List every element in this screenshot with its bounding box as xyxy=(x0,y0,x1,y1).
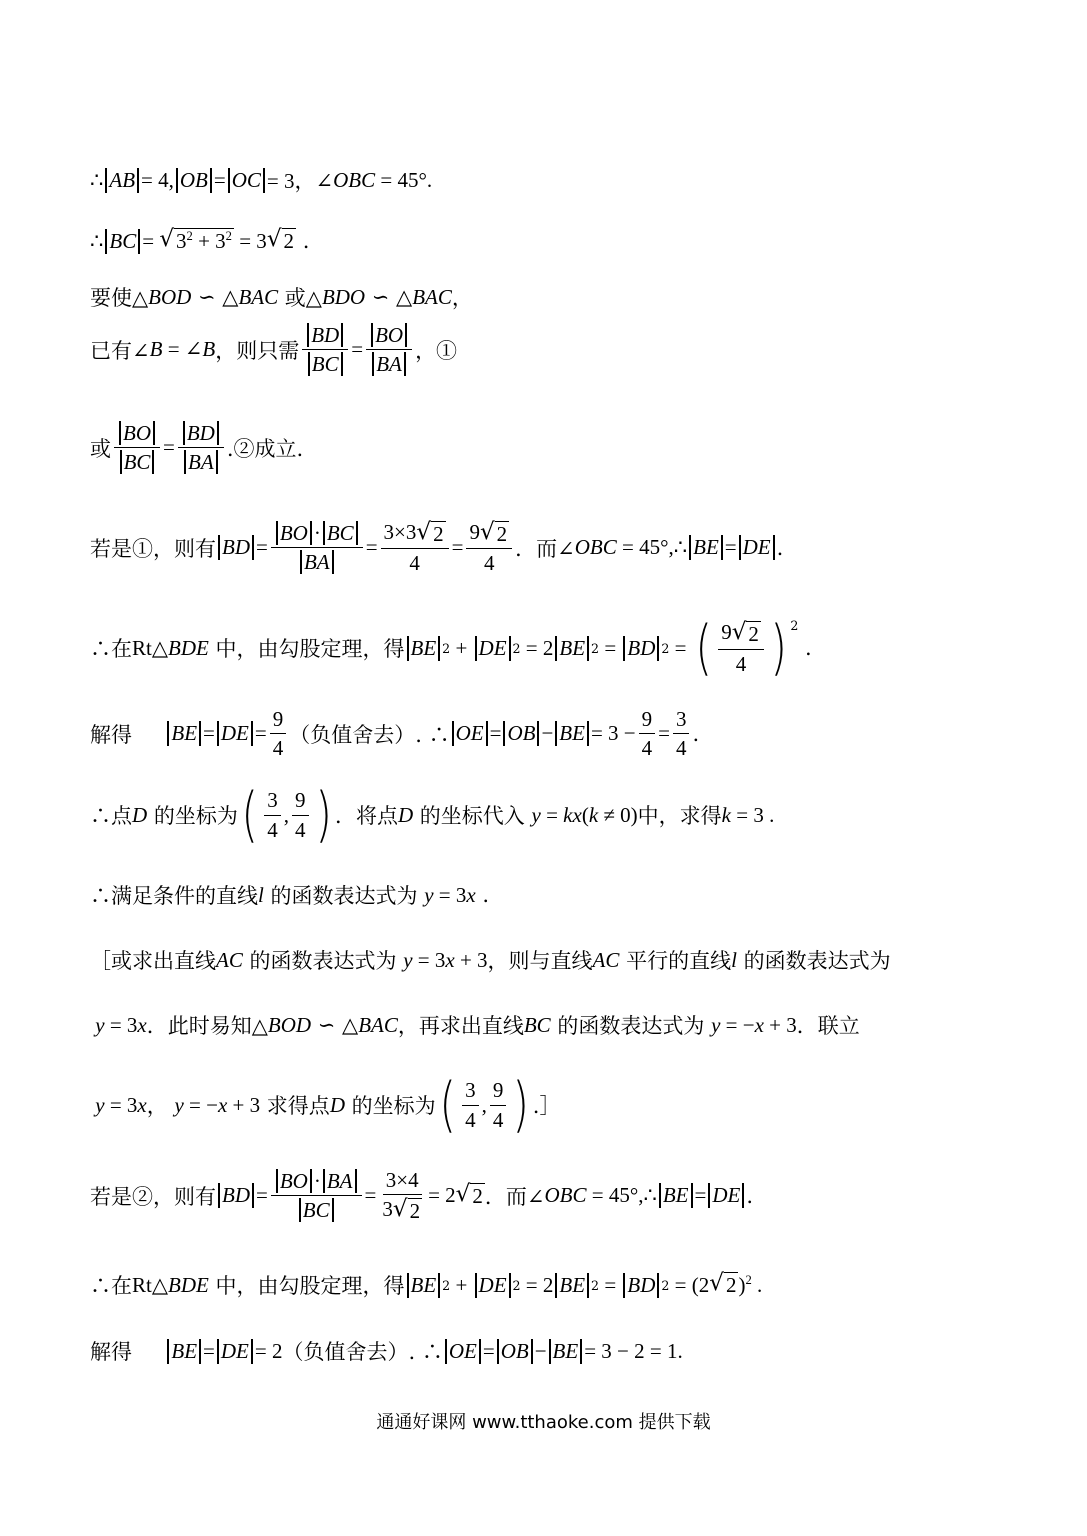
line-6: 若是①，则有 BD = $\frac{BO \cdot BC}{BA}$ = 3×3 √ 2 4 = 9 √ 2 4 ．而∠ OBC = 45°,∴ BE = DE . xyxy=(90,519,784,576)
line-8: 解得 BE = DE = $\frac{9}{4}$ （负值舍去）. ∴ OE = OB − BE = 3 − $\frac{9}{4}$ = $\frac{3}{4}$ . xyxy=(90,707,700,761)
line-7: ∴在 Rt △ BDE 中，由勾股定理，得 BE 2 + DE 2 = 2 BE 2 = BD 2 = ( 9 √ 2 4 ) $^2$ . xyxy=(90,613,812,683)
line-9: ∴点 D 的坐标为 ( $\frac{3}{4}$ , $\frac{9}{4}$ ) ．将点 D 的坐标代入 y = kx ( k ≠ 0) 中，求得 k = 3 . xyxy=(90,780,775,850)
line-11: ［或求出直线 AC 的函数表达式为 y = 3 x + 3 ，则与直线 AC 平行的直线 l 的函数表达式为 xyxy=(90,947,891,973)
line-1: ∴ AB = 4, OB = OC = 3，∠ OBC = 45°. xyxy=(90,167,433,193)
line-3: 要使△ BOD ∽ △ BAC 或△ BDO ∽ △ BAC ， xyxy=(90,284,473,310)
line-5: 或 $\frac{BO}{BC}$ = $\frac{BD}{BA}$ .②成立. xyxy=(90,421,304,475)
line-16: 解得 BE = DE = 2 （负值舍去）. ∴ OE = OB − BE = 3 − 2 = 1. xyxy=(90,1338,683,1364)
line-12: y = 3 x ．此时易知△ BOD ∽ △ BAC ，再求出直线 BC 的函数表达式为 y = − x + 3 ．联立 xyxy=(90,1012,860,1038)
line-15: ∴在 Rt △ BDE 中，由勾股定理，得 BE 2 + DE 2 = 2 BE 2 = BD 2 = (2 √ 2 )$^2$ . xyxy=(90,1270,763,1298)
line-14: 若是②，则有 BD = $\frac{BO \cdot BA}{BC}$ = 3×4 3 √ 2 = 2 √ 2 ．而∠ OBC = 45°,∴ BE = DE . xyxy=(90,1168,754,1224)
footer-text: 通通好课网 www.tthaoke.com 提供下载 xyxy=(376,1412,711,1433)
line-2: ∴ BC = √ $3^2 + 3^2$ = 3 √ 2 . xyxy=(90,226,310,253)
line-4: 已有∠ B = ∠ B ，则只需 $\frac{BD}{BC}$ = $\frac{BO}{BA}$ ，① xyxy=(90,323,458,377)
line-13: y = 3 x ， y = − x + 3 求得点 D 的坐标为 ( $\frac{3}{4}$ , $\frac{9}{4}$ ) .］ xyxy=(90,1070,561,1140)
line-10: ∴满足条件的直线 l 的函数表达式为 y = 3 x . xyxy=(90,882,490,908)
